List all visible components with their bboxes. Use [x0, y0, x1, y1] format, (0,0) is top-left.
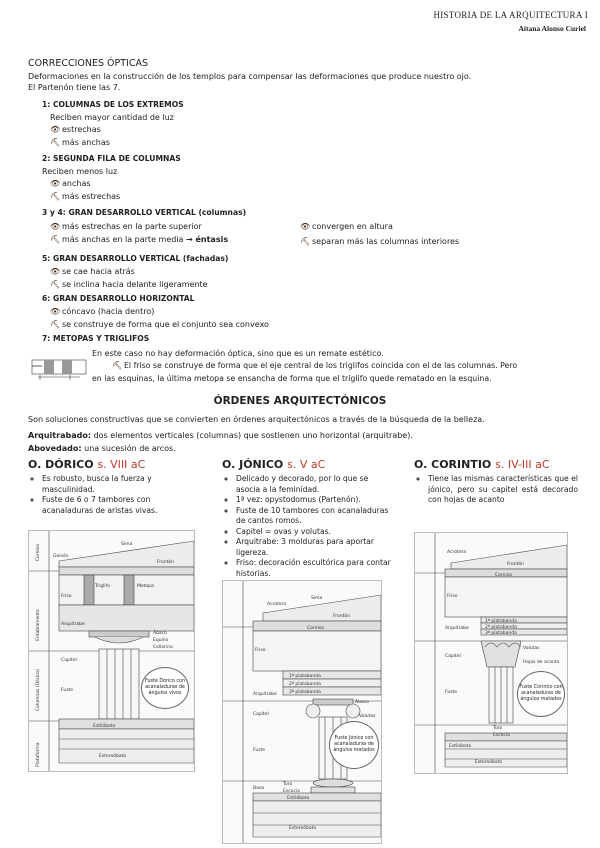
label-escocia: Escocia	[283, 789, 300, 794]
label-cornisa: Cornisa	[307, 626, 324, 631]
hammer-icon: ⛏	[300, 237, 311, 246]
label-abaco: Ábaco	[355, 700, 369, 705]
label-friso: Friso	[61, 594, 72, 599]
label-platabanda-1: 1ª platabanda	[289, 674, 321, 679]
correction-6-title: 6: GRAN DESARROLLO HORIZONTAL	[42, 294, 195, 303]
c7-line-2: El friso se construye de forma que el eje central de los triglifos coincida con el de las columnas. Pero	[124, 361, 518, 370]
eye-icon: 👁	[50, 125, 61, 134]
section-title-orders: ÓRDENES ARQUITECTÓNICOS	[213, 395, 387, 407]
ionic-diagram	[222, 580, 382, 844]
label-toro: Toro	[493, 726, 503, 731]
corinth-heading: O. CORINTIO s. IV-III aC	[414, 458, 550, 471]
label-platabanda-3: 3ª platabanda	[289, 690, 321, 695]
label-fronton: Frontón	[507, 562, 524, 567]
ionic-list	[222, 474, 392, 579]
correction-2-title: 2: SEGUNDA FILA DE COLUMNAS	[42, 154, 181, 163]
section-title-optical: CORRECCIONES ÓPTICAS	[28, 58, 148, 69]
eye-icon: 👁	[50, 267, 61, 276]
ionic-note: Fuste Jónico con acanaladuras de ángulos matados	[329, 721, 379, 769]
label-estereobato: Estereóbato	[289, 826, 317, 831]
header-author: Aitana Alonso Curiel	[518, 24, 586, 33]
corinth-note: Fuste Corintio con acanaladuras de ángulos matados	[517, 671, 565, 717]
hammer-icon: ⛏	[50, 280, 61, 289]
corinth-diagram	[414, 532, 568, 774]
label-geison: Geisón	[53, 554, 69, 559]
list-item: ◦ Capitel = ovas y volutas.	[236, 527, 392, 538]
item-text: más anchas en la parte media	[62, 235, 184, 244]
label-escocia: Escocia	[493, 733, 510, 738]
item-text: anchas	[62, 179, 91, 188]
label-estilobato: Estilóbato	[93, 724, 116, 729]
hammer-icon: ⛏	[50, 320, 61, 329]
abovedado-text: una sucesión de arcos.	[84, 444, 176, 453]
hammer-icon: ⛏	[50, 138, 61, 147]
correction-1-desc: Reciben mayor cantidad de luz	[50, 113, 174, 122]
label-platabanda-3: 3ª platabanda	[485, 631, 517, 636]
label-basa: Basa	[253, 786, 264, 791]
label-plataforma: Plataforma	[36, 742, 41, 767]
label-entablamento: Entablamento	[36, 609, 41, 641]
label-hojas-acanto: Hojas de acanto	[523, 660, 560, 665]
label-sima: Sima	[311, 596, 323, 601]
item-text: más anchas	[62, 138, 110, 147]
list-item: ◦ Arquitrabe: 3 molduras para aportar ligereza.	[236, 537, 392, 558]
label-columnas: Columnas (Dórico)	[36, 669, 41, 711]
label-estilobato: Estilóbato	[287, 796, 310, 801]
label-estereobato: Estereóbato	[99, 754, 127, 759]
eye-icon: 👁	[50, 179, 61, 188]
list-item: ◦ Delicado y decorado, por lo que se asocia a la feminidad.	[236, 474, 392, 495]
label-friso: Friso	[447, 594, 458, 599]
label-capitel: Capitel	[445, 654, 461, 659]
label-estereobato: Estereóbato	[475, 760, 503, 765]
label-cornisa: Cornisa	[495, 573, 512, 578]
item-text: más estrechas en la parte superior	[62, 222, 202, 231]
doric-date: s. VIII aC	[97, 458, 146, 471]
correction-5-title: 5: GRAN DESARROLLO VERTICAL (fachadas)	[42, 254, 229, 263]
item-text: se construye de forma que el conjunto sea convexo	[62, 320, 269, 329]
header-title: HISTORIA DE LA ARQUITECTURA I	[433, 10, 588, 20]
label-platabanda-2: 2ª platabanda	[485, 625, 517, 630]
label-acrotera: Acrotera	[267, 602, 287, 607]
label-platabanda-2: 2ª platabanda	[289, 682, 321, 687]
label-metopa: Metopa	[137, 584, 154, 589]
list-item: ◦ Fuste de 6 o 7 tambores con acanaladuras de aristas vivas.	[42, 495, 202, 516]
c7-line-3: en las esquinas, la última metopa se ensancha de forma que el triglifo quede rematado en la esquina.	[92, 374, 492, 383]
arquitrabado-text: dos elementos verticales (columnas) que sostienen uno horizontal (arquitrabe).	[93, 431, 413, 440]
corinth-list	[414, 474, 578, 506]
item-text: cóncavo (hacia dentro)	[62, 307, 155, 316]
label-arquitrabe: Arquitrabe	[253, 692, 277, 697]
label-equino: Equino	[153, 638, 169, 643]
label-estilobato: Estilóbato	[449, 744, 472, 749]
hammer-icon: ⛏	[50, 235, 61, 244]
label-volutas: Volutas	[523, 646, 540, 651]
label-fronton: Frontón	[333, 614, 350, 619]
item-text: convergen en altura	[312, 222, 393, 231]
orders-intro: Son soluciones constructivas que se convierten en órdenes arquitectónicos a través de la búsqueda de la belleza.	[28, 415, 485, 424]
label-triglifo: Triglifo	[95, 584, 110, 589]
label-friso: Friso	[255, 648, 266, 653]
eye-icon: 👁	[50, 307, 61, 316]
item-text: separan más las columnas interiores	[312, 237, 460, 246]
label-abaco: Ábaco	[153, 631, 167, 636]
doric-list	[28, 474, 202, 516]
intro-line-1: Deformaciones en la construcción de los templos para compensar las deformaciones que produce nuestro ojo.	[28, 72, 472, 81]
correction-7-title: 7: METOPAS Y TRIGLIFOS	[42, 334, 150, 343]
hammer-icon: ⛏	[50, 192, 61, 201]
list-item: ◦ Es robusto, busca la fuerza y masculinidad.	[42, 474, 202, 495]
label-toro: Toro	[283, 782, 293, 787]
list-item: ◦ Friso: decoración escultórica para contar historias.	[236, 558, 392, 579]
list-item: ◦ Tiene las mismas características que el jónico, pero su capitel está decorado con hojas de acanto	[428, 474, 578, 506]
label-fuste: Fuste	[445, 690, 458, 695]
label-capitel: Capitel	[61, 658, 77, 663]
label-volutas: Volutas	[359, 714, 376, 719]
list-item: ◦ Fuste de 10 tambores con acanaladuras de cantos romos.	[236, 506, 392, 527]
triglyph-sketch	[30, 354, 88, 384]
label-acrotera: Acrotera	[447, 550, 467, 555]
ionic-heading: O. JÓNICO s. V aC	[222, 458, 326, 471]
label-arquitrabe: Arquitrabe	[445, 626, 469, 631]
eye-icon: 👁	[50, 222, 61, 231]
ionic-date: s. V aC	[287, 458, 326, 471]
list-item: ◦ 1ª vez: opystodomus (Partenón).	[236, 495, 392, 506]
correction-2-desc: Reciben menos luz	[42, 167, 118, 176]
c7-line-1: En este caso no hay deformación óptica, sino que es un remate estético.	[92, 349, 384, 358]
label-fuste: Fuste	[253, 748, 266, 753]
correction-1-title: 1: COLUMNAS DE LOS EXTREMOS	[42, 100, 184, 109]
hammer-icon: ⛏	[112, 361, 123, 370]
label-fuste: Fuste	[61, 688, 74, 693]
doric-heading: O. DÓRICO s. VIII aC	[28, 458, 146, 471]
label-collarino: Collarino	[153, 645, 173, 650]
label-sima: Sima	[121, 542, 133, 547]
intro-line-2: El Partenón tiene las 7.	[28, 83, 121, 92]
item-text: más estrechas	[62, 192, 121, 201]
eye-icon: 👁	[300, 222, 311, 231]
abovedado-label: Abovedado:	[28, 444, 82, 453]
doric-note: Fuste Dórico con acanaladuras de ángulos vivos	[141, 667, 189, 709]
item-text: se cae hacia atrás	[62, 267, 135, 276]
corinth-date: s. IV-III aC	[495, 458, 550, 471]
doric-diagram	[28, 530, 195, 772]
label-platabanda-1: 1ª platabanda	[485, 619, 517, 624]
item-text-bold: → éntasis	[186, 235, 229, 244]
arquitrabado-label: Arquitrabado:	[28, 431, 92, 440]
label-capitel: Capitel	[253, 712, 269, 717]
label-arquitrabe: Arquitrabe	[61, 622, 85, 627]
label-fronton: Frontón	[157, 560, 174, 565]
item-text: estrechas	[62, 125, 101, 134]
item-text: se inclina hacia delante ligeramente	[62, 280, 208, 289]
correction-3-title: 3 y 4: GRAN DESARROLLO VERTICAL (columnas)	[42, 208, 247, 217]
label-cornisa: Cornisa	[36, 544, 41, 561]
